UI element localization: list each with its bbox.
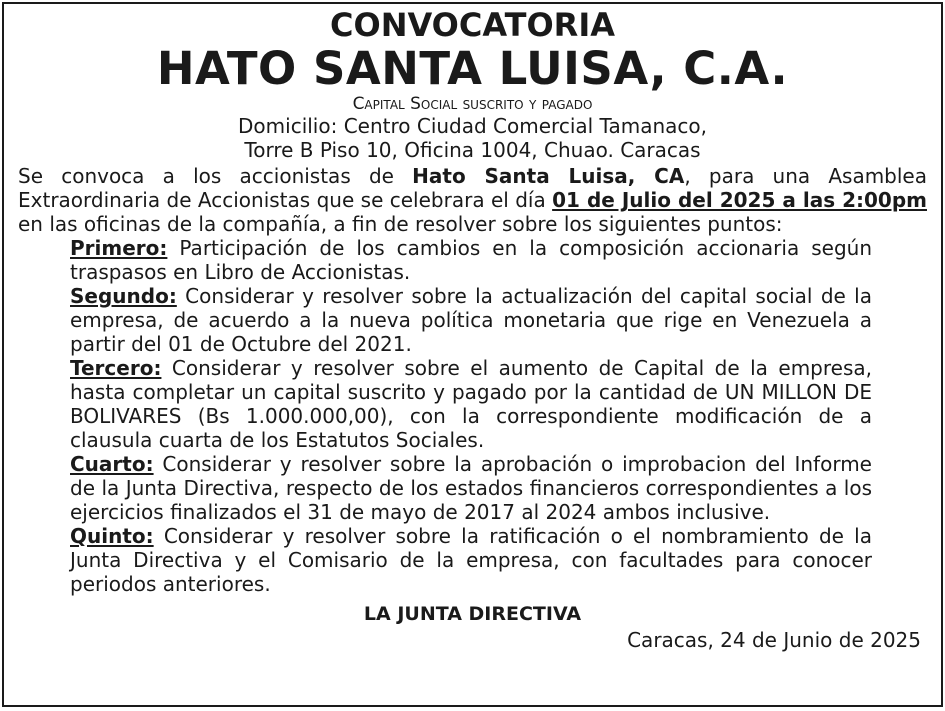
intro-text-1: Se convoca a los accionistas de — [18, 164, 413, 188]
agenda-point-text: Considerar y resolver sobre la aprobación o improbacion del Informe de la Junta Directiva, respecto de los estados financieros correspondientes a los ejercicios finalizados el 31 de mayo de 2017 al 2024 ambos inclusive. — [70, 452, 872, 524]
agenda-point-cuarto — [70, 452, 872, 524]
intro-text-2: , para una Asamblea Extraordinaria de Accionistas que se celebrara el día — [18, 164, 927, 212]
agenda-point-label: Cuarto: — [70, 452, 154, 476]
agenda-point-tercero — [70, 356, 872, 452]
agenda-point-quinto — [70, 524, 872, 596]
agenda-point-label: Primero: — [70, 236, 168, 260]
company-name: HATO SANTA LUISA, C.A. — [156, 42, 789, 95]
agenda-point-label: Quinto: — [70, 524, 154, 548]
agenda-point-text: Considerar y resolver sobre la actualización del capital social de la empresa, de acuerdo a la nueva política monetaria que rige en Venezuela a partir del 01 de Octubre del 2021. — [70, 284, 872, 356]
notice-title: CONVOCATORIA — [330, 6, 615, 44]
agenda-point-label: Tercero: — [70, 356, 162, 380]
domicile-line-2: Torre B Piso 10, Oficina 1004, Chuao. Caracas — [244, 138, 701, 162]
agenda-points — [18, 236, 927, 596]
agenda-point-label: Segundo: — [70, 284, 177, 308]
agenda-point-text: Considerar y resolver sobre el aumento de Capital de la empresa, hasta completar un capital suscrito y pagado por la cantidad de UN MILLON DE BOLIVARES (Bs 1.000.000,00), con la correspondiente modificación de a clausula cuarta de los Estatutos Sociales. — [70, 356, 872, 452]
agenda-point-text: Considerar y resolver sobre la ratificación o el nombramiento de la Junta Directiva y el Comisario de la empresa, con facultades para conocer periodos anteriores. — [70, 524, 872, 596]
domicile-line-1: Domicilio: Centro Ciudad Comercial Tamanaco, — [238, 114, 707, 138]
place-date: Caracas, 24 de Junio de 2025 — [627, 628, 921, 652]
agenda-point-segundo — [70, 284, 872, 356]
agenda-point-text: Participación de los cambios en la composición accionaria según traspasos en Libro de Accionistas. — [70, 236, 872, 284]
signature: LA JUNTA DIRECTIVA — [363, 603, 582, 625]
intro-company: Hato Santa Luisa, CA — [412, 164, 685, 188]
legal-notice — [2, 2, 943, 707]
agenda-point-primero — [70, 236, 872, 284]
intro-text-3: en las oficinas de la compañía, a fin de resolver sobre los siguientes puntos: — [18, 212, 783, 236]
intro-date: 01 de Julio del 2025 a las 2:00pm — [552, 188, 927, 212]
convocation-intro — [18, 164, 927, 236]
capital-line: Capital Social suscrito y pagado — [352, 94, 593, 114]
